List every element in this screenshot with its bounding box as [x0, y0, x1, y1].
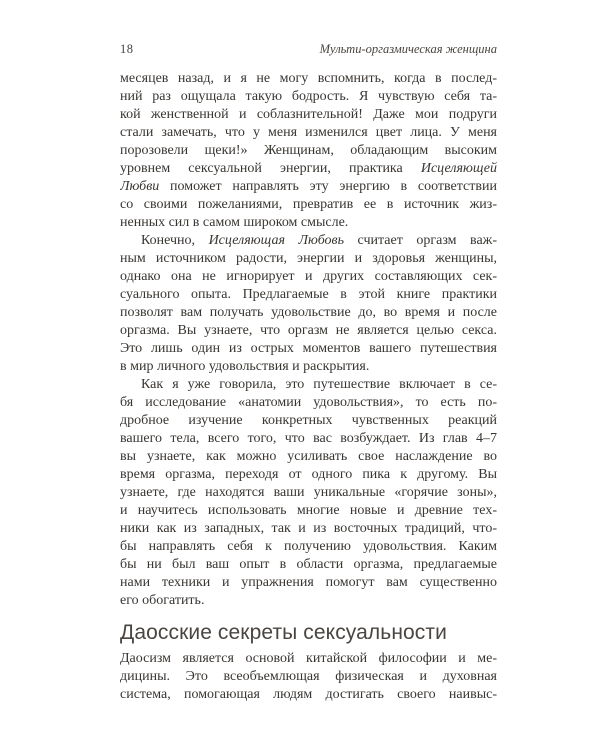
text-line: [120, 650, 497, 668]
page-number: 18: [120, 42, 134, 56]
text-run: дицины. Это всеобъемлющая физическая и духовная: [120, 669, 497, 684]
page-header: [120, 42, 497, 56]
text-line: [120, 322, 497, 340]
italic-text-run: Исцеляющей: [420, 161, 497, 176]
text-line: [120, 196, 497, 214]
text-run: однако она не игнорирует и других составляющих сек-: [120, 269, 497, 284]
text-line: [120, 160, 497, 178]
text-line: [120, 232, 497, 250]
paragraph: [120, 376, 497, 610]
text-line: [120, 70, 497, 88]
text-line: [120, 106, 497, 124]
text-run: дробное изучение конкретных чувственных реакций: [120, 413, 497, 428]
text-run: и научитесь использовать многие новые и древние тех-: [120, 503, 497, 518]
text-line: [120, 340, 497, 358]
text-run: время оргазма, переходя от одного пика к другому. Вы: [120, 467, 497, 482]
text-line: [120, 214, 497, 232]
text-run: считает оргазм важ-: [344, 233, 497, 248]
text-run: ным источником радости, энергии и здоровья женщины,: [120, 251, 497, 266]
text-line: [120, 502, 497, 520]
text-run: Это лишь один из острых моментов вашего путешествия: [120, 341, 497, 356]
text-run: уровнем сексуальной энергии, практика: [120, 161, 421, 176]
text-line: [120, 574, 497, 592]
text-run: вашего тела, всего того, что вас возбуждает. Из глав 4–7: [120, 431, 497, 446]
text-line: [120, 592, 497, 610]
text-line: [120, 88, 497, 106]
text-line: [120, 668, 497, 686]
text-line: [120, 286, 497, 304]
text-line: [120, 686, 497, 704]
text-run: позволят вам получать удовольствие до, во время и после: [120, 305, 497, 320]
text-run: Как я уже говорила, это путешествие включает в се-: [141, 377, 497, 392]
text-run: со своими пожеланиями, превратив ее в источник жиз-: [120, 197, 497, 212]
text-run: вы узнаете, как можно усиливать свое наслаждение во: [120, 449, 497, 464]
text-run: ники как из западных, так и из восточных традиций, что-: [120, 521, 497, 536]
text-run: стали замечать, что у меня изменился цвет лица. У меня: [120, 125, 497, 140]
text-run: ненных сил в самом широком смысле.: [120, 215, 349, 230]
section-heading: Даосские секреты сексуальности: [120, 621, 447, 644]
italic-text-run: Исцеляющая Любовь: [208, 233, 345, 248]
italic-text-run: Любви: [120, 179, 160, 194]
text-run: бы направлять себя к получению удовольствия. Каким: [120, 539, 497, 554]
text-run: порозовели щеки!» Женщинам, обладающим высоким: [120, 143, 497, 158]
text-run: бя исследование «анатомии удовольствия», то есть по-: [120, 395, 497, 410]
text-run: поможет направлять эту энергию в соответствии: [159, 179, 497, 194]
text-run: нами техники и упражнения помогут вам существенно: [120, 575, 497, 590]
text-line: [120, 448, 497, 466]
text-run: его обогатить.: [120, 593, 205, 608]
text-line: [120, 412, 497, 430]
text-run: система, помогающая людям достигать своего наивыс-: [120, 687, 497, 702]
text-run: Даосизм является основой китайской философии и ме-: [120, 651, 497, 666]
text-line: [120, 304, 497, 322]
text-line: [120, 394, 497, 412]
text-run: кой женственной и соблазнительной! Даже мои подруги: [120, 107, 497, 122]
text-line: [120, 250, 497, 268]
text-line: [120, 376, 497, 394]
text-run: ний раз ощущала такую бодрость. Я чувствую себя та-: [120, 89, 497, 104]
text-run: бы ни был ваш опыт в области оргазма, предлагаемые: [120, 557, 497, 572]
text-run: суального опыта. Предлагаемые в этой книге практики: [120, 287, 497, 302]
text-run: узнаете, где находятся ваши уникальные «горячие зоны»,: [120, 485, 497, 500]
text-line: [120, 484, 497, 502]
text-line: [120, 358, 497, 376]
text-line: [120, 538, 497, 556]
paragraph: [120, 650, 497, 704]
paragraph: [120, 70, 497, 232]
text-line: [120, 268, 497, 286]
text-line: [120, 520, 497, 538]
text-line: [120, 178, 497, 196]
text-line: [120, 124, 497, 142]
text-line: [120, 466, 497, 484]
paragraph: [120, 232, 497, 376]
text-line: [120, 556, 497, 574]
text-run: Конечно,: [141, 233, 209, 248]
page-body: [120, 70, 497, 704]
running-title: Мульти-оргазмическая женщина: [319, 42, 497, 56]
text-line: [120, 142, 497, 160]
text-line: [120, 430, 497, 448]
text-run: в мир личного удовольствия и раскрытия.: [120, 359, 370, 374]
text-run: оргазма. Вы узнаете, что оргазм не является целью секса.: [120, 323, 497, 338]
text-run: месяцев назад, и я не могу вспомнить, когда в послед-: [120, 71, 497, 86]
